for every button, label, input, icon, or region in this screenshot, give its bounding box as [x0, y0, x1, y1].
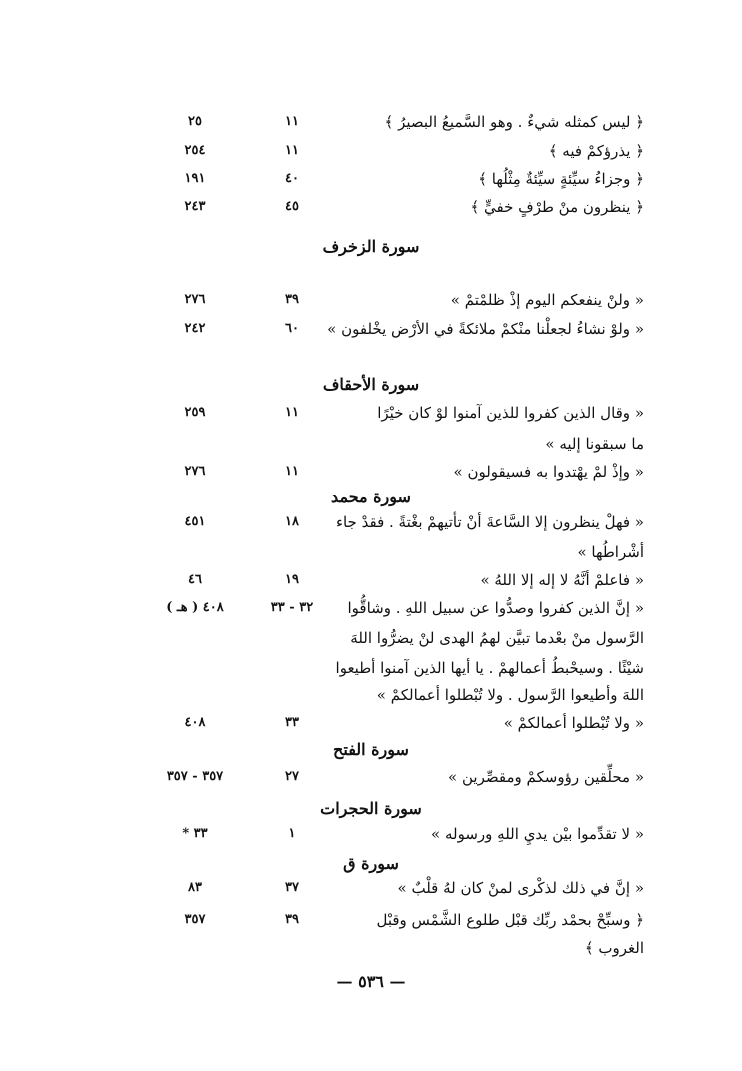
ayah-number: ١١ [285, 464, 299, 479]
index-entry [0, 566, 742, 594]
verse-text: « محلِّقين رؤوسكمْ ومقصِّرين » [448, 768, 644, 786]
page-reference: ٤٠٨ [184, 715, 206, 730]
verse-text: ﴿ يذرؤكمْ فيه ﴾ [548, 142, 644, 160]
verse-text: ما سبقونا إليه » [545, 435, 644, 453]
verse-text: ﴿ وسبِّحْ بحمْد ربِّك قبْل طلوع الشَّمْس وقبْل [376, 911, 644, 929]
verse-text: ﴿ ينظرون منْ طرْفٍ خفيٍّ ﴾ [470, 198, 644, 216]
index-entry [0, 709, 742, 737]
surah-heading: سورة محمد [331, 487, 411, 506]
verse-text: الرَّسول منْ بعْدما تبيَّن لهمُ الهدى لنْ يضرُّوا اللهَ [350, 629, 644, 647]
verse-text: أشْراطُها » [577, 543, 644, 561]
surah-heading: سورة الحجرات [320, 799, 422, 818]
ayah-number: ٣٩ [285, 292, 299, 307]
index-entry [0, 399, 742, 427]
page-reference: ٢٥٩ [184, 405, 206, 420]
index-entry [0, 430, 742, 458]
ayah-number: ٦٠ [285, 321, 299, 336]
verse-text: « وإذْ لمْ يهْتدوا به فسيقولون » [453, 463, 644, 481]
index-entry [0, 906, 742, 934]
page-reference: ٢٤٢ [184, 321, 206, 336]
page-reference: ٢٥ [188, 114, 202, 129]
ayah-number: ٣٩ [285, 912, 299, 927]
ayah-number: ١١ [285, 114, 299, 129]
verse-text: ﴿ ليس كمثله شيءٌ . وهو السَّميعُ البصيرُ ﴾ [384, 113, 644, 131]
page-reference: ١٩١ [184, 171, 206, 186]
page-reference: ٣٥٧ [184, 912, 206, 927]
index-entry [0, 193, 742, 221]
page-reference: ٤٥١ [184, 514, 206, 529]
index-entry [0, 820, 742, 848]
verse-text: « لا تقدِّموا بيْن يديِ اللهِ ورسوله » [431, 825, 644, 843]
ayah-number: ٣٣ [285, 715, 299, 730]
verse-text: اللهَ وأطيعوا الرَّسول . ولا تُبْطلوا أعمالكمْ » [376, 686, 644, 704]
index-entry [0, 654, 742, 682]
ayah-number: ١٨ [285, 514, 299, 529]
page-reference: ٢٧٦ [184, 464, 206, 479]
page-reference: ٤٠٨ ( هـ ) [166, 600, 224, 615]
page-reference: ٢٥٤ [184, 143, 206, 158]
surah-heading: سورة الأحقاف [322, 375, 420, 394]
index-entry [0, 934, 742, 962]
verse-text: ﴿ وجزاءُ سيِّئةٍ سيِّئةٌ مِثْلُها ﴾ [478, 170, 644, 188]
index-entry [0, 458, 742, 486]
ayah-number: ١١ [285, 405, 299, 420]
index-entry [0, 594, 742, 622]
ayah-number: ١١ [285, 143, 299, 158]
page-reference: ٢٧٦ [184, 292, 206, 307]
index-entry [0, 165, 742, 193]
index-entry [0, 108, 742, 136]
verse-text: الغروب ﴾ [584, 939, 644, 957]
verse-text: « إنَّ في ذلك لذكْرى لمنْ كان لهُ قلْبٌ » [397, 879, 644, 897]
ayah-number: ١ [288, 826, 296, 841]
verse-text: « فهلْ ينظرون إلا السَّاعةَ أنْ تأتيهمْ بغْتةً . فقدْ جاء [335, 513, 644, 531]
verse-text: « إنَّ الذين كفروا وصدُّوا عن سبيل اللهِ . وشاقُّوا [347, 599, 644, 617]
index-entry [0, 137, 742, 165]
page-reference: ٢٤٣ [184, 199, 206, 214]
index-entry [0, 624, 742, 652]
page-reference: ٣٥٧ - ٣٥٧ [166, 769, 224, 784]
page-reference: ٣٣ * [182, 826, 208, 841]
page-number: — ٥٣٦ — [336, 972, 406, 991]
ayah-number: ٤٥ [285, 199, 299, 214]
surah-heading: سورة الزخرف [322, 237, 420, 256]
verse-text: « ولوْ نشاءُ لجعلْنا منْكمْ ملائكةً في الأرْض يخْلفون » [327, 320, 644, 338]
ayah-number: ٣٧ [285, 880, 299, 895]
surah-heading: سورة ق [343, 854, 399, 873]
page-reference: ٨٣ [188, 880, 202, 895]
verse-text: « ولنْ ينفعكم اليوم إذْ ظلمْتمْ » [450, 291, 644, 309]
index-entry [0, 681, 742, 709]
verse-text: شيْئًا . وسيحْبطُ أعمالهمْ . يا أيها الذين آمنوا أطيعوا [335, 659, 644, 677]
ayah-number: ٤٠ [285, 171, 299, 186]
index-entry [0, 315, 742, 343]
ayah-number: ١٩ [285, 572, 299, 587]
verse-text: « فاعلمْ أنَّهُ لا إله إلا اللهُ » [480, 571, 644, 589]
surah-heading: سورة الفتح [333, 740, 409, 759]
page-reference: ٤٦ [188, 572, 202, 587]
index-entry [0, 508, 742, 536]
ayah-number: ٢٧ [285, 769, 299, 784]
index-entry [0, 286, 742, 314]
verse-text: « وقال الذين كفروا للذين آمنوا لوْ كان خيْرًا [377, 404, 644, 422]
index-entry [0, 538, 742, 566]
verse-text: « ولا تُبْطلوا أعمالكمْ » [503, 714, 644, 732]
ayah-number: ٣٢ - ٣٣ [270, 600, 314, 615]
index-entry [0, 763, 742, 791]
index-entry [0, 874, 742, 902]
